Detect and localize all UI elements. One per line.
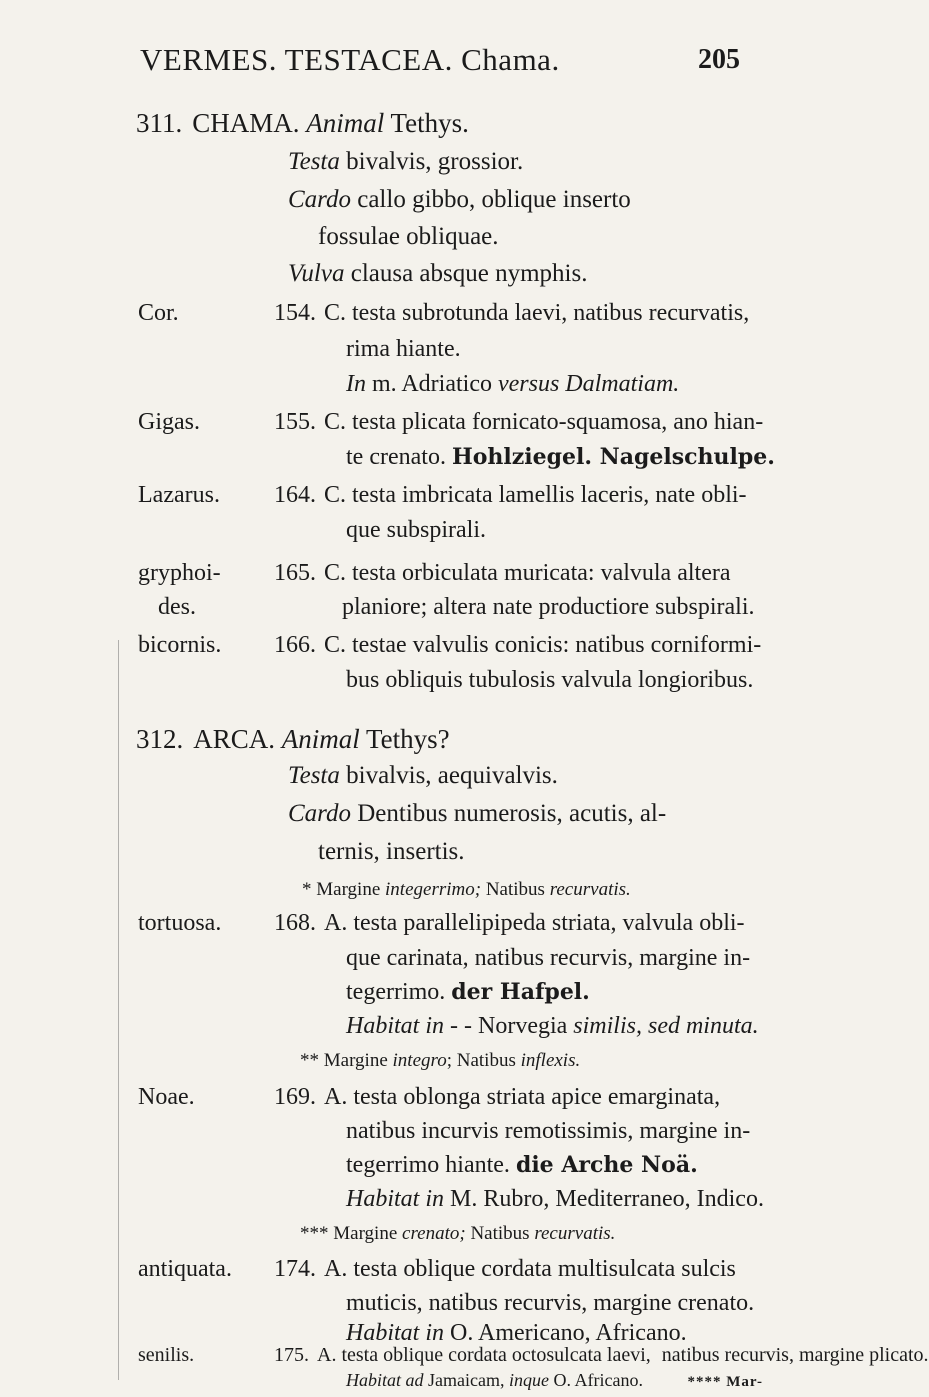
division-heading-3: *** Margine crenato; Natibus recurvatis. [300,1223,616,1244]
arca-testa-line: Testa bivalvis, aequivalvis. [288,762,558,789]
arca-cardo-line-2: ternis, insertis. [318,838,465,865]
running-title: VERMES. TESTACEA. Chama. [140,42,560,77]
species-entry-gryphoides: gryphoi- 165. C. testa orbiculata muricata: valvula altera [138,560,731,586]
species-entry-cor-locality: In m. Adriatico versus Dalmatiam. [346,371,680,397]
species-entry-gigas: Gigas. 155. C. testa plicata fornicato-squamosa, ano hian- [138,409,764,435]
species-entry-antiquata-line-2: muticis, natibus recurvis, margine crenato. [346,1290,755,1316]
species-entry-cor-line-2: rima hiante. [346,336,461,362]
catchword: **** Mar- [687,1374,763,1390]
species-entry-cor: Cor. 154. C. testa subrotunda laevi, natibus recurvatis, [138,300,750,326]
division-heading-1: * Margine integerrimo; Natibus recurvatis. [302,879,631,900]
species-entry-noae-line-3: tegerrimo hiante. die Arche Noä. [346,1152,698,1178]
genus-cardo-line: Cardo callo gibbo, oblique inserto [288,186,631,213]
species-entry-antiquata: antiquata. 174. A. testa oblique cordata multisulcata sulcis [138,1256,736,1282]
species-entry-tortuosa-habitat: Habitat in - - Norvegia similis, sed minuta. [346,1013,759,1039]
species-entry-noae-habitat: Habitat in M. Rubro, Mediterraneo, Indico. [346,1186,764,1212]
species-entry-antiquata-habitat: Habitat in O. Americano, Africano. [346,1320,687,1346]
genus-heading-arca: 312. ARCA. Animal Tethys? [136,724,450,754]
division-heading-2: ** Margine integro; Natibus inflexis. [300,1050,581,1071]
genus-heading-chama: 311. CHAMA. Animal Tethys. [136,108,469,138]
genus-testa-line: Testa bivalvis, grossior. [288,148,524,175]
species-entry-senilis: senilis. 175. A. testa oblique cordata octosulcata laevi, natibus recurvis, margine plicato. [138,1344,929,1366]
species-entry-gryphoides-line-2: des. planiore; altera nate productiore subspirali. [158,594,755,620]
species-entry-lazarus-line-2: que subspirali. [346,517,486,543]
species-entry-bicornis-line-2: bus obliquis tubulosis valvula longioribus. [346,667,754,693]
species-entry-noae: Noae. 169. A. testa oblonga striata apice emarginata, [138,1084,721,1110]
species-entry-gigas-line-2: te crenato. Hohlziegel. Nagelschulpe. [346,444,775,470]
species-entry-bicornis: bicornis. 166. C. testae valvulis conicis: natibus corniformi- [138,632,762,658]
species-entry-lazarus: Lazarus. 164. C. testa imbricata lamellis laceris, nate obli- [138,482,747,508]
genus-cardo-line-2: fossulae obliquae. [318,223,499,250]
species-entry-tortuosa-line-2: que carinata, natibus recurvis, margine in- [346,945,751,971]
species-entry-senilis-habitat: Habitat ad Jamaicam, inque O. Africano. **** Mar- [346,1370,763,1390]
species-entry-noae-line-2: natibus incurvis remotissimis, margine in- [346,1118,751,1144]
genus-vulva-line: Vulva clausa absque nymphis. [288,260,588,287]
page-gutter-line [118,640,119,1380]
species-entry-tortuosa-line-3: tegerrimo. der Hafpel. [346,979,590,1005]
page-number: 205 [698,44,740,75]
arca-cardo-line: Cardo Dentibus numerosis, acutis, al- [288,800,667,827]
running-header [140,42,740,86]
species-entry-tortuosa: tortuosa. 168. A. testa parallelipipeda striata, valvula obli- [138,910,745,936]
